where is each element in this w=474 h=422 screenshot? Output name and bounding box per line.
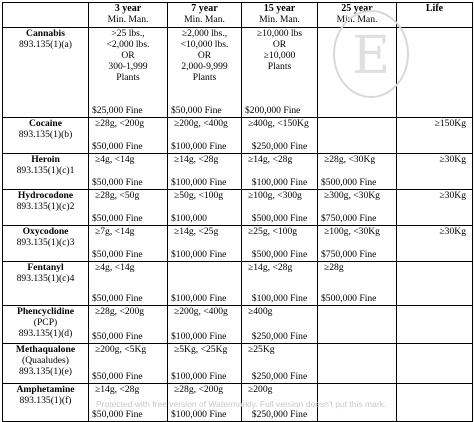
drug-cell [3,190,89,226]
fine-text: $750,000 Fine [321,213,377,224]
table-body [3,28,473,422]
drug-name: Hydrocodone [17,190,74,201]
fine-text: $100,000 Fine [251,177,308,188]
penalty-cell [89,306,168,344]
penalty-cell [318,190,397,226]
penalty-cell [242,226,318,262]
penalty-table [2,2,473,422]
penalty-cell [168,28,242,118]
threshold-text: ≥4g, <14g [95,262,135,273]
penalty-cell [397,344,473,384]
threshold-text: ≥14g, <28g [248,262,293,273]
penalty-cell [89,384,168,422]
threshold-text: <2,000 lbs. [106,39,150,50]
threshold-text: ≥25g, <100g [248,226,298,237]
threshold-text: ≥14g, <28g [248,154,293,165]
table-row [3,306,473,344]
header-25-year [318,3,397,28]
header-sub: Min. Man. [107,14,149,25]
threshold-text: ≥25Kg [248,344,275,355]
penalty-cell [242,190,318,226]
fine-text: $25,000 Fine [92,105,143,116]
fine-text: $100,000 Fine [171,409,227,420]
watermark-letter: E [352,26,390,86]
fine-text: $500,000 Fine [321,177,377,188]
drug-statute: 893.135(1)(c)3 [16,237,75,248]
fine-text: $100,000 [171,213,207,224]
penalty-cell [397,28,473,118]
drug-cell [3,118,89,154]
drug-statute: 893.135(1)(c)1 [16,165,75,176]
drug-statute: 893.135(1)(f) [19,395,72,406]
header-corner [3,3,89,28]
penalty-cell [397,306,473,344]
penalty-cell [168,262,242,306]
drug-statute: 893.135(1)(d) [18,328,73,339]
fine-text: $50,000 Fine [92,371,143,382]
penalty-cell [89,344,168,384]
table-row [3,154,473,190]
threshold-text: ≥14g, <28g [174,154,219,165]
threshold-text: ≥28g, <50g [95,190,140,201]
penalty-cell [168,190,242,226]
header-15-year [242,3,318,28]
drug-cell [3,154,89,190]
penalty-cell [397,118,473,154]
fine-text: $100,000 Fine [171,141,227,152]
threshold-text: ≥14g, <25g [174,226,219,237]
threshold-text: ≥28g, <200g [95,306,145,317]
threshold-text: ≥28g, <200g [95,118,145,129]
fine-text: $100,000 Fine [171,371,227,382]
table-row [3,344,473,384]
threshold-text: ≥28g [324,262,344,273]
penalty-cell [242,154,318,190]
fine-text: $50,000 Fine [92,213,143,224]
penalty-cell [89,262,168,306]
fine-text: $50,000 Fine [171,105,222,116]
penalty-cell [168,384,242,422]
threshold-text: OR [197,50,212,61]
penalty-cell [397,154,473,190]
penalty-cell [168,226,242,262]
drug-cell [3,28,89,118]
drug-cell [3,384,89,422]
drug-cell [3,262,89,306]
threshold-text: OR [121,50,135,61]
header-sub: Min. Man. [336,14,378,25]
penalty-cell [397,262,473,306]
drug-name: Cocaine [28,118,63,129]
header-years: 7 year [191,3,218,14]
threshold-text: ≥4g, <14g [95,154,135,165]
penalty-cell [318,306,397,344]
threshold-text: ≥200g, <400g [174,306,228,317]
threshold-text: ≥30Kg [439,190,466,201]
header-3-year [89,3,168,28]
drug-statute: (PCP) [33,317,58,328]
fine-text: $500,000 Fine [251,213,308,224]
fine-text: $200,000 Fine [245,105,301,116]
penalty-cell [242,262,318,306]
header-years: 25 year [341,3,373,14]
fine-text: $50,000 Fine [92,293,143,304]
threshold-text: ≥5Kg, <25Kg [174,344,228,355]
threshold-text: ≥100g, <300g [248,190,302,201]
penalty-cell [318,28,397,118]
penalty-cell [242,28,318,118]
penalty-cell [168,306,242,344]
fine-text: $50,000 Fine [92,249,143,260]
penalty-cell [242,118,318,154]
table-row [3,190,473,226]
penalty-cell [89,118,168,154]
threshold-text: 2,000-9,999 [181,61,228,72]
threshold-text: ≥10,000 lbs [256,28,303,39]
threshold-text: >25 lbs., [111,28,145,39]
drug-statute: (Quaaludes) [22,355,69,366]
penalty-cell [168,344,242,384]
drug-cell [3,226,89,262]
threshold-text: ≥14g, <28g [95,384,140,395]
table-row [3,28,473,118]
penalty-cell [397,190,473,226]
fine-text: $500,000 Fine [321,293,377,304]
drug-cell [3,306,89,344]
penalty-cell [168,118,242,154]
penalty-cell [397,384,473,422]
penalty-cell [89,226,168,262]
drug-name: Oxycodone [22,226,69,237]
penalty-cell [318,226,397,262]
fine-text: $50,000 Fine [92,409,143,420]
threshold-text: ≥400g [248,306,273,317]
header-7-year [168,3,242,28]
threshold-text: ≥2,000 lbs., [181,28,228,39]
threshold-text: ≥150Kg [434,118,466,129]
drug-name: Amphetamine [16,384,75,395]
penalty-cell [89,28,168,118]
penalty-cell [168,154,242,190]
table-row [3,226,473,262]
drug-cell [3,344,89,384]
penalty-cell [89,190,168,226]
watermark-text: Protected with free version of Watermarkly. Full version doesn't put this mark. [96,399,387,409]
header-years: 3 year [114,3,142,14]
penalty-cell [242,344,318,384]
penalty-cell [318,384,397,422]
header-sub: Min. Man. [184,14,225,25]
fine-text: $100,000 Fine [171,177,227,188]
fine-text: $50,000 Fine [92,141,143,152]
fine-text: $500,000 Fine [251,249,308,260]
table-row [3,262,473,306]
fine-text: $750,000 Fine [321,249,377,260]
fine-text: $100,000 Fine [171,249,227,260]
penalty-cell [89,154,168,190]
threshold-text: <10,000 lbs. [180,39,229,50]
threshold-text: ≥30Kg [439,226,466,237]
drug-statute: 893.135(1)(a) [18,39,72,50]
fine-text: $100,000 Fine [171,331,227,342]
threshold-text: ≥300g, <30Kg [324,190,380,201]
threshold-text: ≥100g, <30Kg [324,226,380,237]
drug-statute: 893.135(1)(e) [18,366,72,377]
penalty-cell [242,306,318,344]
drug-name: Methaqualone [15,344,76,355]
threshold-text: ≥200g, <5Kg [95,344,147,355]
drug-name: Fentanyl [27,262,64,273]
drug-statute: 893.135(1)(b) [18,129,73,140]
drug-name: Heroin [31,154,60,165]
drug-statute: 893.135(1)(c)2 [16,201,75,212]
threshold-text: ≥200g, <400g [174,118,228,129]
drug-name: Cannabis [26,28,65,39]
header-years: Life [425,3,444,14]
threshold-text: ≥28g, <30Kg [324,154,376,165]
threshold-text: Plants [116,72,140,83]
drug-statute: 893.135(1)(c)4 [16,273,75,284]
threshold-text: ≥30Kg [439,154,466,165]
threshold-text: ≥50g, <100g [174,190,224,201]
fine-text: $50,000 Fine [92,331,143,342]
header-years: 15 year [263,3,296,14]
threshold-text: ≥7g, <14g [95,226,135,237]
threshold-text: Plants [192,72,217,83]
table-row [3,118,473,154]
fine-text: $250,000 Fine [251,371,308,382]
penalty-cell [397,226,473,262]
fine-text: $100,000 Fine [251,293,308,304]
header-row [3,3,473,28]
threshold-text: OR [272,39,287,50]
penalty-cell [242,384,318,422]
penalty-cell [318,262,397,306]
table-row [3,384,473,422]
fine-text: $250,000 Fine [251,141,308,152]
threshold-text: Plants [267,61,292,72]
threshold-text: ≥200g [248,384,273,395]
fine-text: $100,000 Fine [171,293,227,304]
drug-name: Phencyclidine [16,306,75,317]
threshold-text: ≥28g, <200g [174,384,224,395]
threshold-text: ≥400g, <150Kg [248,118,309,129]
penalty-cell [318,118,397,154]
fine-text: $250,000 Fine [251,331,308,342]
header-life [397,3,473,28]
penalty-cell [318,154,397,190]
threshold-text: 300-1,999 [108,61,148,72]
header-sub: Min. Man. [259,14,300,25]
threshold-text: ≥10,000 [263,50,296,61]
penalty-cell [318,344,397,384]
fine-text: $250,000 Fine [251,409,308,420]
fine-text: $50,000 Fine [92,177,143,188]
